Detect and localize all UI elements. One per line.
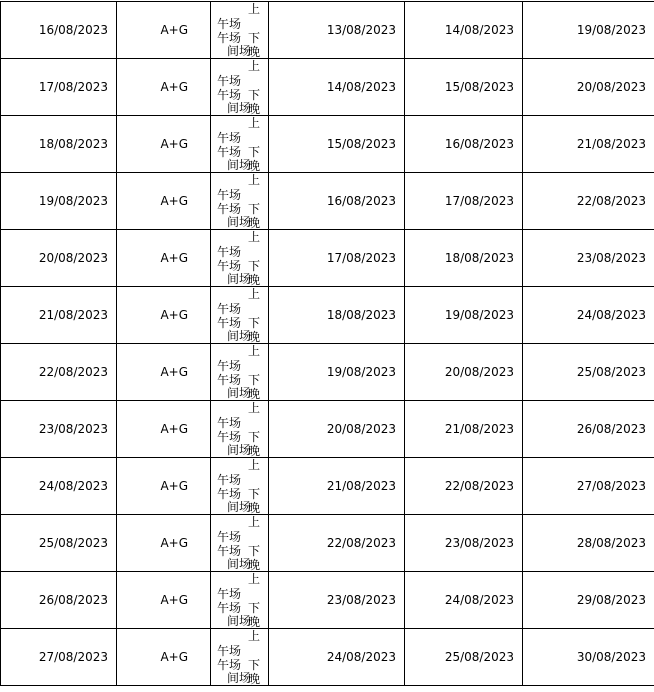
row-date-2: 18/08/2023 (405, 230, 523, 287)
session-bottom-text: 间场 (227, 215, 252, 229)
session-bottom-text: 间场 (227, 614, 252, 628)
row-code: A+G (117, 344, 211, 401)
row-date-3: 29/08/2023 (523, 572, 654, 629)
session-top-text: 上 (248, 116, 261, 130)
session-top-text: 上 (248, 2, 261, 16)
row-code: A+G (117, 572, 211, 629)
row-date: 26/08/2023 (1, 572, 117, 629)
table-row (1, 230, 654, 287)
session-left-text: 午场 午场 (217, 644, 242, 672)
row-date-1: 18/08/2023 (269, 287, 405, 344)
session-left-text: 午场 午场 (217, 587, 242, 615)
row-session (211, 572, 269, 629)
session-right-text: 下 晚 (248, 658, 261, 686)
table-row (1, 572, 654, 629)
row-date-2: 17/08/2023 (405, 173, 523, 230)
row-session (211, 116, 269, 173)
row-date-3: 24/08/2023 (523, 287, 654, 344)
session-bottom-text: 间场 (227, 443, 252, 457)
session-right-text: 下 晚 (248, 31, 261, 59)
row-date-3: 20/08/2023 (523, 59, 654, 116)
row-date: 21/08/2023 (1, 287, 117, 344)
session-top-text: 上 (248, 173, 261, 187)
session-left-text: 午场 午场 (217, 473, 242, 501)
row-date-2: 21/08/2023 (405, 401, 523, 458)
table-row (1, 173, 654, 230)
session-bottom-text: 间场 (227, 272, 252, 286)
session-bottom-text: 间场 (227, 158, 252, 172)
table-row (1, 287, 654, 344)
row-code: A+G (117, 116, 211, 173)
session-right-text: 下 晚 (248, 544, 261, 572)
session-right-text: 下 晚 (248, 430, 261, 458)
row-date-2: 19/08/2023 (405, 287, 523, 344)
schedule-body (1, 2, 654, 686)
row-date-1: 17/08/2023 (269, 230, 405, 287)
row-date-3: 21/08/2023 (523, 116, 654, 173)
session-left-text: 午场 午场 (217, 416, 242, 444)
session-top-text: 上 (248, 458, 261, 472)
row-session (211, 287, 269, 344)
row-date: 27/08/2023 (1, 629, 117, 686)
session-left-text: 午场 午场 (217, 359, 242, 387)
row-date: 20/08/2023 (1, 230, 117, 287)
row-code: A+G (117, 401, 211, 458)
row-date-1: 13/08/2023 (269, 2, 405, 59)
table-row (1, 59, 654, 116)
table-row (1, 629, 654, 686)
row-date-2: 22/08/2023 (405, 458, 523, 515)
row-date-1: 21/08/2023 (269, 458, 405, 515)
row-date-3: 30/08/2023 (523, 629, 654, 686)
session-left-text: 午场 午场 (217, 302, 242, 330)
row-date: 25/08/2023 (1, 515, 117, 572)
table-row (1, 401, 654, 458)
session-left-text: 午场 午场 (217, 74, 242, 102)
session-right-text: 下 晚 (248, 259, 261, 287)
row-code: A+G (117, 629, 211, 686)
row-date-3: 19/08/2023 (523, 2, 654, 59)
session-top-text: 上 (248, 59, 261, 73)
row-session (211, 629, 269, 686)
row-date: 24/08/2023 (1, 458, 117, 515)
session-bottom-text: 间场 (227, 386, 252, 400)
row-code: A+G (117, 2, 211, 59)
row-session (211, 173, 269, 230)
row-session (211, 59, 269, 116)
session-right-text: 下 晚 (248, 601, 261, 629)
session-right-text: 下 晚 (248, 316, 261, 344)
row-date: 22/08/2023 (1, 344, 117, 401)
session-bottom-text: 间场 (227, 101, 252, 115)
row-date-1: 14/08/2023 (269, 59, 405, 116)
row-date-2: 25/08/2023 (405, 629, 523, 686)
session-top-text: 上 (248, 344, 261, 358)
session-right-text: 下 晚 (248, 202, 261, 230)
session-left-text: 午场 午场 (217, 131, 242, 159)
row-code: A+G (117, 515, 211, 572)
row-date-1: 22/08/2023 (269, 515, 405, 572)
session-right-text: 下 晚 (248, 145, 261, 173)
session-bottom-text: 间场 (227, 557, 252, 571)
row-session (211, 458, 269, 515)
row-date-1: 23/08/2023 (269, 572, 405, 629)
row-date-3: 22/08/2023 (523, 173, 654, 230)
session-top-text: 上 (248, 401, 261, 415)
session-left-text: 午场 午场 (217, 245, 242, 273)
schedule-table (0, 1, 654, 686)
row-code: A+G (117, 230, 211, 287)
row-code: A+G (117, 173, 211, 230)
session-right-text: 下 晚 (248, 487, 261, 515)
row-session (211, 344, 269, 401)
row-session (211, 401, 269, 458)
row-date-2: 24/08/2023 (405, 572, 523, 629)
session-bottom-text: 间场 (227, 671, 252, 685)
row-date-1: 20/08/2023 (269, 401, 405, 458)
session-left-text: 午场 午场 (217, 188, 242, 216)
session-top-text: 上 (248, 515, 261, 529)
session-bottom-text: 间场 (227, 44, 252, 58)
row-date-3: 27/08/2023 (523, 458, 654, 515)
row-date-3: 25/08/2023 (523, 344, 654, 401)
row-date-1: 15/08/2023 (269, 116, 405, 173)
row-code: A+G (117, 287, 211, 344)
table-row (1, 116, 654, 173)
session-bottom-text: 间场 (227, 500, 252, 514)
session-left-text: 午场 午场 (217, 17, 242, 45)
row-date: 17/08/2023 (1, 59, 117, 116)
table-row (1, 458, 654, 515)
row-date-3: 28/08/2023 (523, 515, 654, 572)
table-row (1, 344, 654, 401)
row-date-1: 19/08/2023 (269, 344, 405, 401)
table-row (1, 515, 654, 572)
session-left-text: 午场 午场 (217, 530, 242, 558)
row-date: 19/08/2023 (1, 173, 117, 230)
row-date-2: 16/08/2023 (405, 116, 523, 173)
row-date-1: 24/08/2023 (269, 629, 405, 686)
session-bottom-text: 间场 (227, 329, 252, 343)
row-date-1: 16/08/2023 (269, 173, 405, 230)
row-date-3: 26/08/2023 (523, 401, 654, 458)
row-code: A+G (117, 59, 211, 116)
row-date: 16/08/2023 (1, 2, 117, 59)
session-top-text: 上 (248, 287, 261, 301)
row-date: 23/08/2023 (1, 401, 117, 458)
row-session (211, 230, 269, 287)
row-date-2: 20/08/2023 (405, 344, 523, 401)
row-date: 18/08/2023 (1, 116, 117, 173)
row-date-2: 23/08/2023 (405, 515, 523, 572)
row-code: A+G (117, 458, 211, 515)
row-date-2: 14/08/2023 (405, 2, 523, 59)
row-date-3: 23/08/2023 (523, 230, 654, 287)
session-right-text: 下 晚 (248, 88, 261, 116)
session-right-text: 下 晚 (248, 373, 261, 401)
session-top-text: 上 (248, 230, 261, 244)
table-row (1, 2, 654, 59)
session-top-text: 上 (248, 629, 261, 643)
row-session (211, 2, 269, 59)
row-date-2: 15/08/2023 (405, 59, 523, 116)
row-session (211, 515, 269, 572)
session-top-text: 上 (248, 572, 261, 586)
